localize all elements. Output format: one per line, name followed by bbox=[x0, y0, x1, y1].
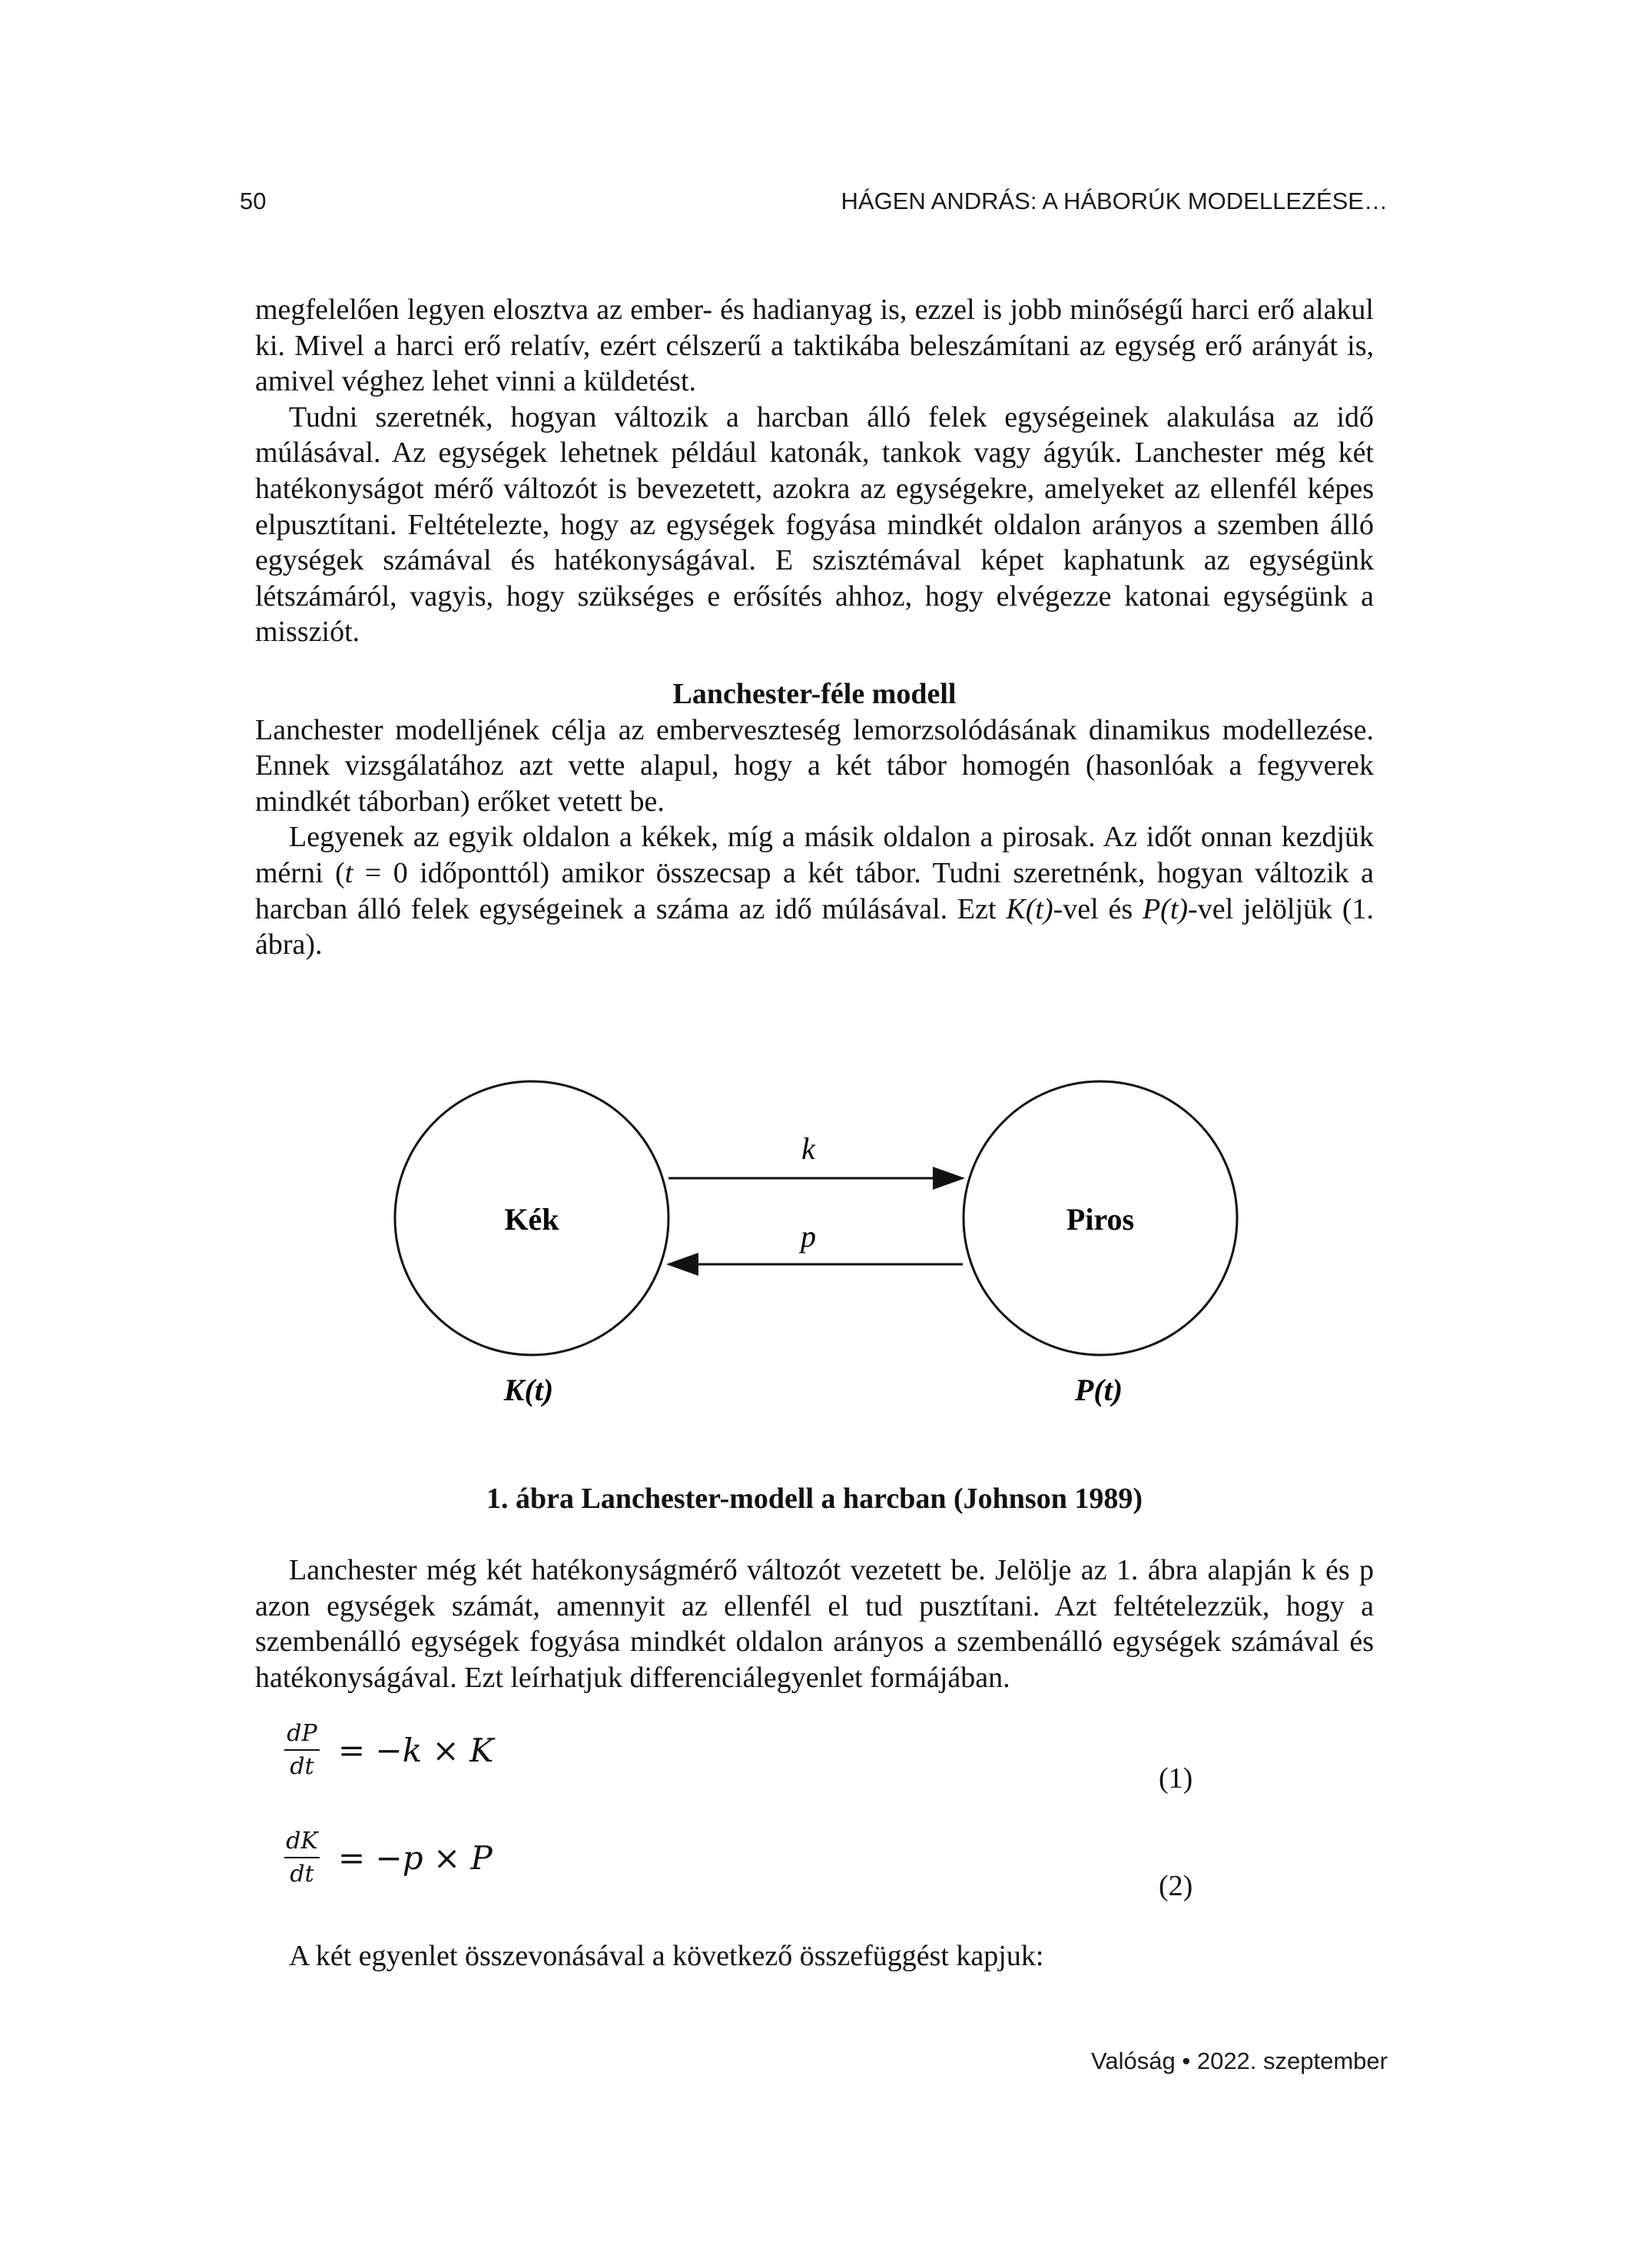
variable-t: t bbox=[344, 856, 353, 889]
equation-2-fraction bbox=[284, 1828, 320, 1888]
red-node-label: Piros bbox=[1066, 1202, 1135, 1237]
running-title: HÁGEN ANDRÁS: A HÁBORÚK MODELLEZÉSE… bbox=[841, 188, 1388, 214]
equation-2 bbox=[284, 1828, 493, 1888]
arrow-p-label: p bbox=[801, 1219, 816, 1254]
section-heading: Lanchester-féle modell bbox=[672, 678, 957, 710]
paragraph-5: Lanchester még két hatékonyságmérő változót vezetett be. Jelölje az 1. ábra alapján k és p azon egységek számát, amennyit az ellenfél el tud pusztítani. Azt feltételezzük, hogy a szembenálló egységek fogyása mindkét oldalon arányos a szembenálló egységek számával és hatékonyságával. Ezt leírhatjuk differenciálegyenlet formájában. bbox=[255, 1554, 1374, 1694]
footer-publication: Valóság • 2022. szeptember bbox=[1091, 2047, 1388, 2074]
equation-2-rhs: = −p × P bbox=[338, 1838, 493, 1877]
equation-1-rhs: = −k × K bbox=[338, 1731, 494, 1769]
equation-2-denominator: dt bbox=[290, 1861, 314, 1888]
arrow-k-label: k bbox=[801, 1131, 815, 1166]
blue-node-label: Kék bbox=[504, 1202, 559, 1237]
red-function-label: P(t) bbox=[1074, 1373, 1123, 1407]
paragraph-4-part-3: -vel és bbox=[1053, 892, 1143, 925]
fraction-bar bbox=[284, 1857, 320, 1858]
equation-1-number: (1) bbox=[1159, 1762, 1193, 1795]
function-p: P(t) bbox=[1142, 892, 1189, 925]
paragraph-2: Tudni szeretnék, hogyan változik a harcban álló felek egységeinek alakulása az idő múlásával. Az egységek lehetnek például katonák, tankok vagy ágyúk. Lanchester még két hatékonyságot mérő változót is bevezetett, azokra az egységekre, amelyeket az ellenfél képes elpusztítani. Feltételezte, hogy az egységek fogyása mindkét oldalon arányos a szemben álló egységek számával és hatékonyságával. E szisztémával képet kaphatunk az egységünk létszámáról, vagyis, hogy szükséges e erősítés ahhoz, hogy elvégezze katonai egységünk a missziót. bbox=[255, 400, 1374, 649]
equation-2-number: (2) bbox=[1159, 1870, 1193, 1902]
equation-1-numerator: dP bbox=[287, 1720, 317, 1747]
equation-1-fraction bbox=[284, 1720, 320, 1780]
equation-2-numerator: dK bbox=[286, 1828, 318, 1855]
text-block-equations-intro bbox=[255, 1552, 1374, 1695]
page-number: 50 bbox=[240, 188, 267, 214]
paragraph-4-part-1: Legyenek az egyik oldalon a kékek, míg a másik oldalon a pirosak. Az időt onnan kezdjük mérni ( bbox=[255, 821, 1374, 889]
function-k: K(t) bbox=[1006, 892, 1053, 925]
fraction-bar bbox=[284, 1749, 320, 1751]
paragraph-6: A két egyenlet összevonásával a következő összefüggést kapjuk: bbox=[289, 1940, 1044, 1972]
equation-1-denominator: dt bbox=[290, 1753, 314, 1780]
paragraph-4-part-4: -vel jelöljük (1. ábra). bbox=[255, 892, 1374, 961]
paragraph-4-part-2: = 0 időponttól) amikor összecsap a két tábor. Tudni szeretnénk, hogyan változik a harcban álló felek egységeinek a száma az idő múlásával. Ezt bbox=[255, 856, 1374, 925]
blue-function-label: K(t) bbox=[503, 1373, 554, 1407]
paragraph-3: Lanchester modelljének célja az emberveszteség lemorzsolódásának dinamikus modellezése. Ennek vizsgálatához azt vette alapul, hogy a két tábor homogén (hasonlóak a fegyverek mindkét táborban) erőket vetett be. bbox=[255, 713, 1374, 818]
figure-caption: 1. ábra Lanchester-modell a harcban (Johnson 1989) bbox=[486, 1483, 1143, 1515]
equation-1 bbox=[284, 1720, 493, 1780]
paragraph-1: megfelelően legyen elosztva az ember- és hadianyag is, ezzel is jobb minőségű harci erő alakul ki. Mivel a harci erő relatív, ezért célszerű a taktikába beleszámítani az egység erő arányát is, amivel véghez lehet vinni a küldetést. bbox=[255, 294, 1374, 398]
text-block-closing bbox=[255, 1938, 1374, 1974]
